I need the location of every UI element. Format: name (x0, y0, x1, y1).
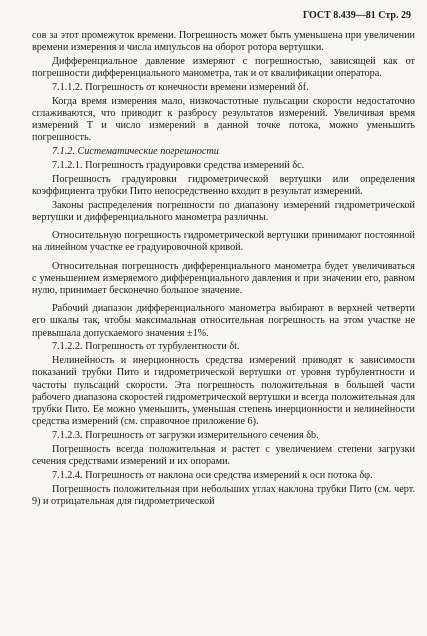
paragraph: Законы распределения погрешности по диапазону измерений гидрометрической вертушки и дифференциального манометра различны. (32, 199, 415, 223)
page-header: ГОСТ 8.439—81 Стр. 29 (302, 10, 411, 21)
section-heading: 7.1.2.1. Погрешность градуировки средства измерений δc. (52, 160, 305, 171)
paragraph: Относительная погрешность дифференциального манометра будет увеличиваться с уменьшением измеряемого дифференциального давления и при значении его, равном нулю, принимает бесконечно большое значение. (32, 260, 415, 297)
section-heading: 7.1.1.2. Погрешность от конечности времени измерений δf. (52, 82, 309, 93)
paragraph: Рабочий диапазон дифференциального манометра выбирают в верхней четверти его шкалы так, чтобы максимальная относительная погрешность на этом участке не превышала допускаемого значения ±1%. (32, 303, 415, 339)
paragraph: Погрешность градуировки гидрометрической вертушки или определения коэффициента трубки Пито непосредственно входит в результат измерений. (32, 173, 415, 197)
paragraph: Погрешность положительная при небольших углах наклона трубки Пито (см. черт. 9) и отрицательная для гидрометрической (32, 483, 415, 507)
paragraph: Погрешность всегда положительная и растет с увеличением степени загрузки сечения средствами измерений и их опорами. (32, 443, 415, 468)
section-heading: 7.1.2.4. Погрешность от наклона оси средства измерений к оси потока δφ. (52, 469, 373, 481)
section-heading: 7.1.2. Систематические погрешности (52, 146, 219, 158)
document-body (32, 30, 415, 510)
paragraph: Нелинейность и инерционность средства измерений приводят к зависимости показаний трубки Пито и гидрометрической вертушки от уровня турбулентности и частоты пульсаций скорости. Эта погрешность положительная в большей части рабочего диапазона скоростей гидрометрической вертушки и всегда положительная для трубки Пито. Ее можно уменьшить, уменьшая степень инерционности и нелинейности средства измерений (см. справочное приложение 6). (32, 355, 415, 428)
section-heading: 7.1.2.3. Погрешность от загрузки измерительного сечения δb. (52, 430, 319, 442)
paragraph: Дифференциальное давление измеряют с погрешностью, зависящей как от погрешности дифференциального манометра, так и от квалификации оператора. (32, 56, 415, 80)
section-heading: 7.1.2.2. Погрешность от турбулентности δt. (52, 341, 240, 353)
paragraph: Относительную погрешность гидрометрической вертушки принимают постоянной на линейном участке ее градуировочной кривой. (32, 230, 415, 254)
paragraph: сов за этот промежуток времени. Погрешность может быть уменьшена при увеличении времени измерения и числа импульсов на оборот ротора вертушки. (32, 30, 415, 54)
paragraph: Когда время измерения мало, низкочастотные пульсации скорости недостаточно сглаживаются, что приводит к разбросу результатов измерений. Увеличивая время измерений T и число измерений в данной точке потока, можно уменьшить погрешность. (32, 95, 415, 144)
